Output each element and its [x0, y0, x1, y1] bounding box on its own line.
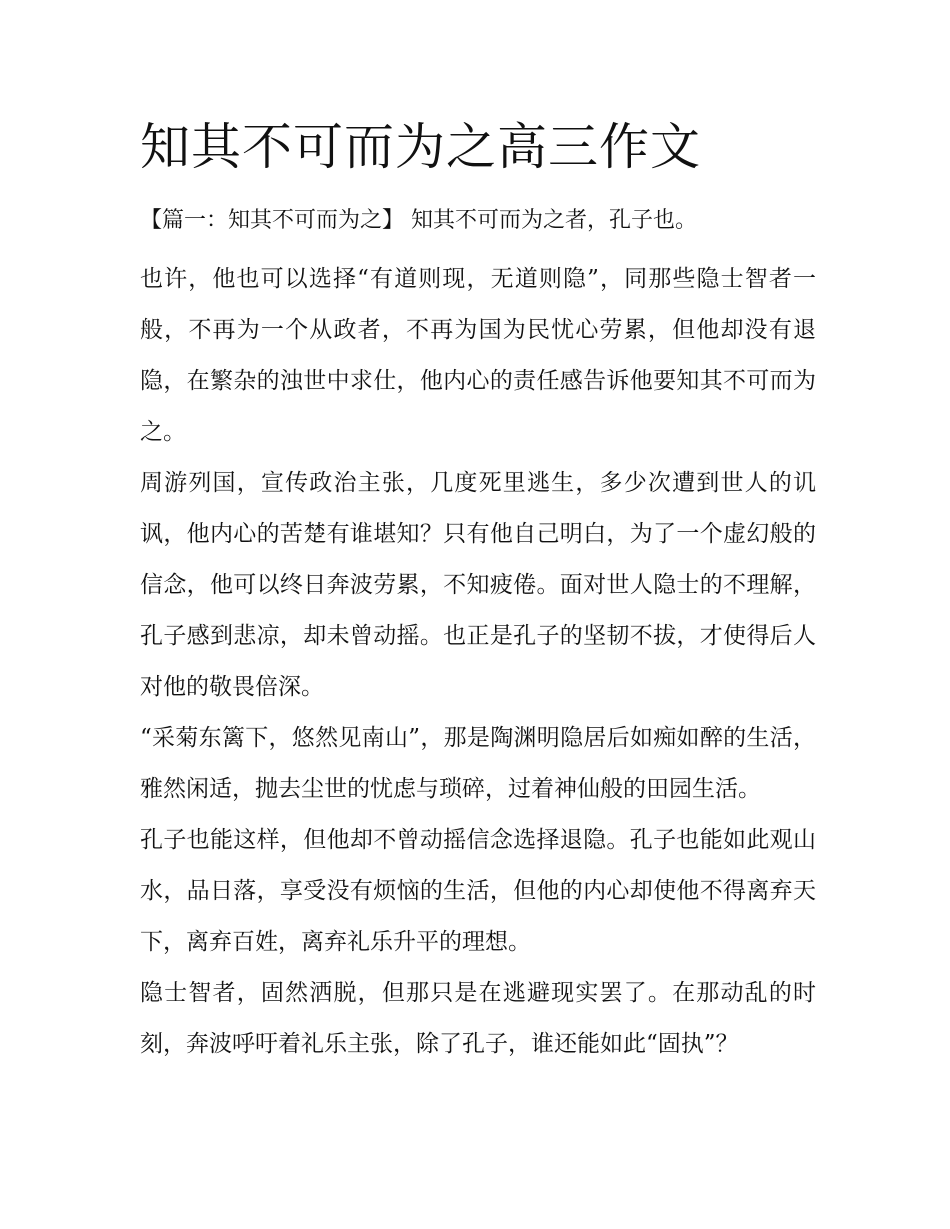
paragraph-3: “采菊东篱下，悠然见南山”，那是陶渊明隐居后如痴如醉的生活，雅然闲适，抛去尘世的忧虑与琐碎，过着神仙般的田园生活。 [140, 725, 816, 802]
document-page [140, 112, 816, 1070]
paragraph-2: 周游列国，宣传政治主张，几度死里逃生，多少次遭到世人的讥讽，他内心的苦楚有谁堪知？只有他自己明白，为了一个虚幻般的信念，他可以终日奔波劳累，不知疲倦。面对世人隐士的不理解，孔子感到悲凉，却未曾动摇。也正是孔子的坚韧不拔，才使得后人对他的敬畏倍深。 [140, 470, 816, 700]
paragraph-1: 也许，他也可以选择“有道则现，无道则隐”，同那些隐士智者一般，不再为一个从政者，不再为国为民忧心劳累，但他却没有退隐，在繁杂的浊世中求仕，他内心的责任感告诉他要知其不可而为之。 [140, 266, 816, 445]
paragraph-5: 隐士智者，固然洒脱，但那只是在逃避现实罢了。在那动乱的时刻，奔波呼吁着礼乐主张，除了孔子，谁还能如此“固执”？ [140, 980, 816, 1057]
page-title: 知其不可而为之高三作文 [140, 118, 701, 176]
intro-line: 【篇一：知其不可而为之】 知其不可而为之者，孔子也。 [140, 208, 697, 233]
paragraph-4: 孔子也能这样，但他却不曾动摇信念选择退隐。孔子也能如此观山水，品日落，享受没有烦恼的生活，但他的内心却使他不得离弃天下，离弃百姓，离弃礼乐升平的理想。 [140, 827, 816, 955]
